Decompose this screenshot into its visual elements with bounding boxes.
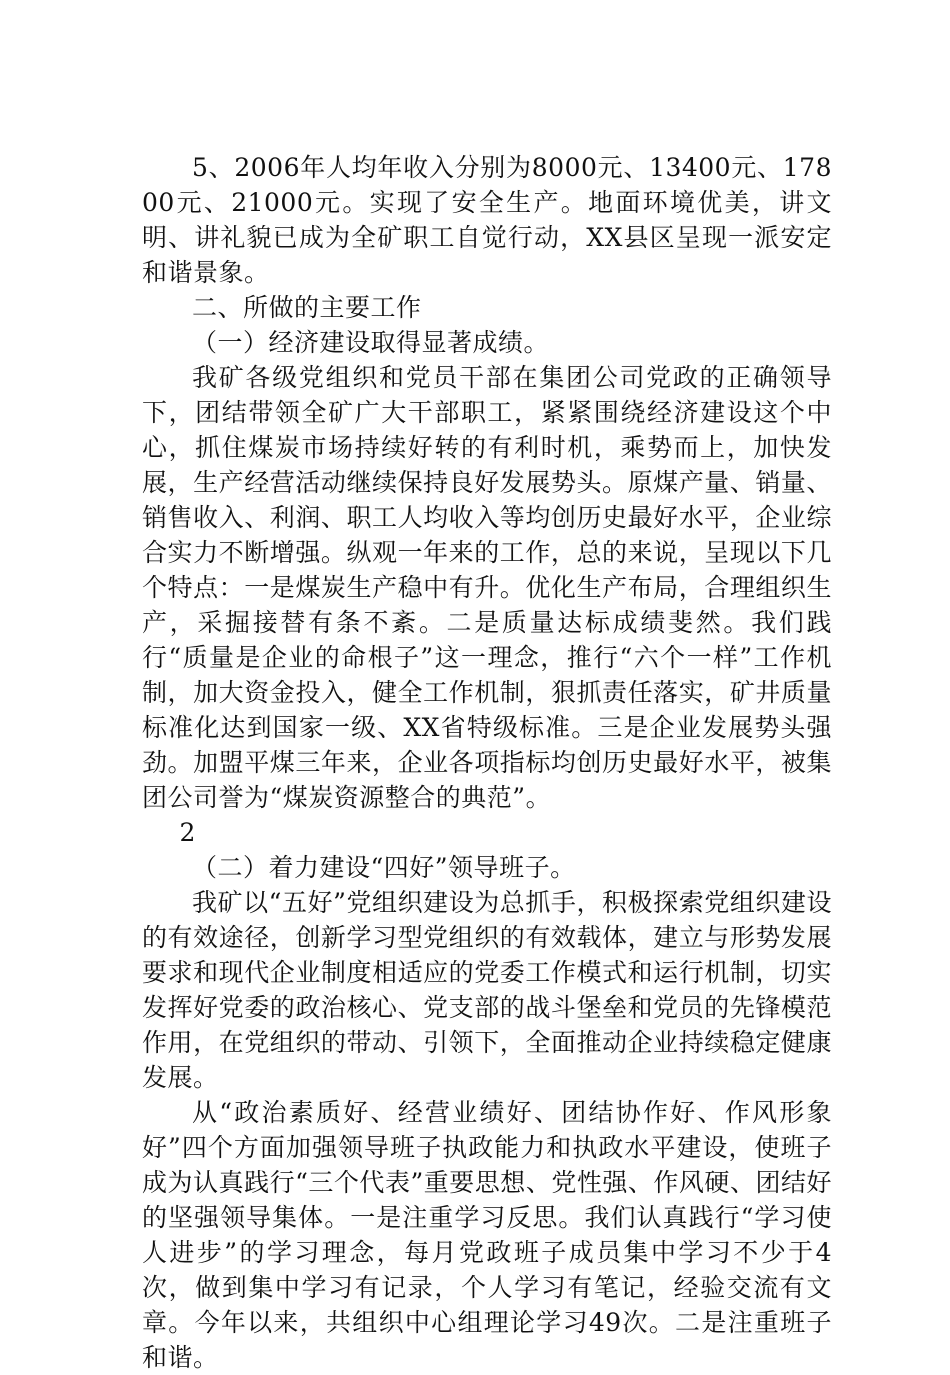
subsection-heading-leadership: （二）着力建设“四好”领导班子。 [192, 853, 576, 882]
subsection-heading-economic: （一）经济建设取得显著成绩。 [192, 328, 550, 357]
paragraph-leadership-team: 从“政治素质好、经营业绩好、团结协作好、作风形象好”四个方面加强领导班子执政能力和执政水平建设，使班子成为认真践行“三个代表”重要思想、党性强、作风硬、团结好的坚强领导集体。一是注重学习反思。我们认真践行“学习使人进步”的学习理念，每月党政班子成员集中学习不少于4次，做到集中学习有记录，个人学习有笔记，经验交流有文章。今年以来，共组织中心组理论学习49次。二是注重班子和谐。 [142, 1098, 832, 1372]
section-heading-main-work: 二、所做的主要工作 [192, 293, 422, 322]
document-body [142, 150, 832, 1375]
paragraph-party-building: 我矿以“五好”党组织建设为总抓手，积极探索党组织建设的有效途径，创新学习型党组织的有效载体，建立与形势发展要求和现代企业制度相适应的党委工作模式和运行机制，切实发挥好党委的政治核心、党支部的战斗堡垒和党员的先锋模范作用，在党组织的带动、引领下，全面推动企业持续稳定健康发展。 [142, 888, 832, 1092]
page-number: 2 [179, 818, 196, 847]
paragraph-economic-achievements: 我矿各级党组织和党员干部在集团公司党政的正确领导下，团结带领全矿广大干部职工，紧紧围绕经济建设这个中心，抓住煤炭市场持续好转的有利时机，乘势而上，加快发展，生产经营活动继续保持良好发展势头。原煤产量、销量、销售收入、利润、职工人均收入等均创历史最好水平，企业综合实力不断增强。纵观一年来的工作，总的来说，呈现以下几个特点：一是煤炭生产稳中有升。优化生产布局，合理组织生产，采掘接替有条不紊。二是质量达标成绩斐然。我们践行“质量是企业的命根子”这一理念，推行“六个一样”工作机制，加大资金投入，健全工作机制，狠抓责任落实，矿井质量标准化达到国家一级、XX省特级标准。三是企业发展势头强劲。加盟平煤三年来，企业各项指标均创历史最好水平，被集团公司誉为“煤炭资源整合的典范”。 [142, 363, 832, 812]
paragraph-income-summary: 5、2006年人均年收入分别为8000元、13400元、17800元、21000元。实现了安全生产。地面环境优美，讲文明、讲礼貌已成为全矿职工自觉行动，XX县区呈现一派安定和谐景象。 [142, 153, 832, 287]
